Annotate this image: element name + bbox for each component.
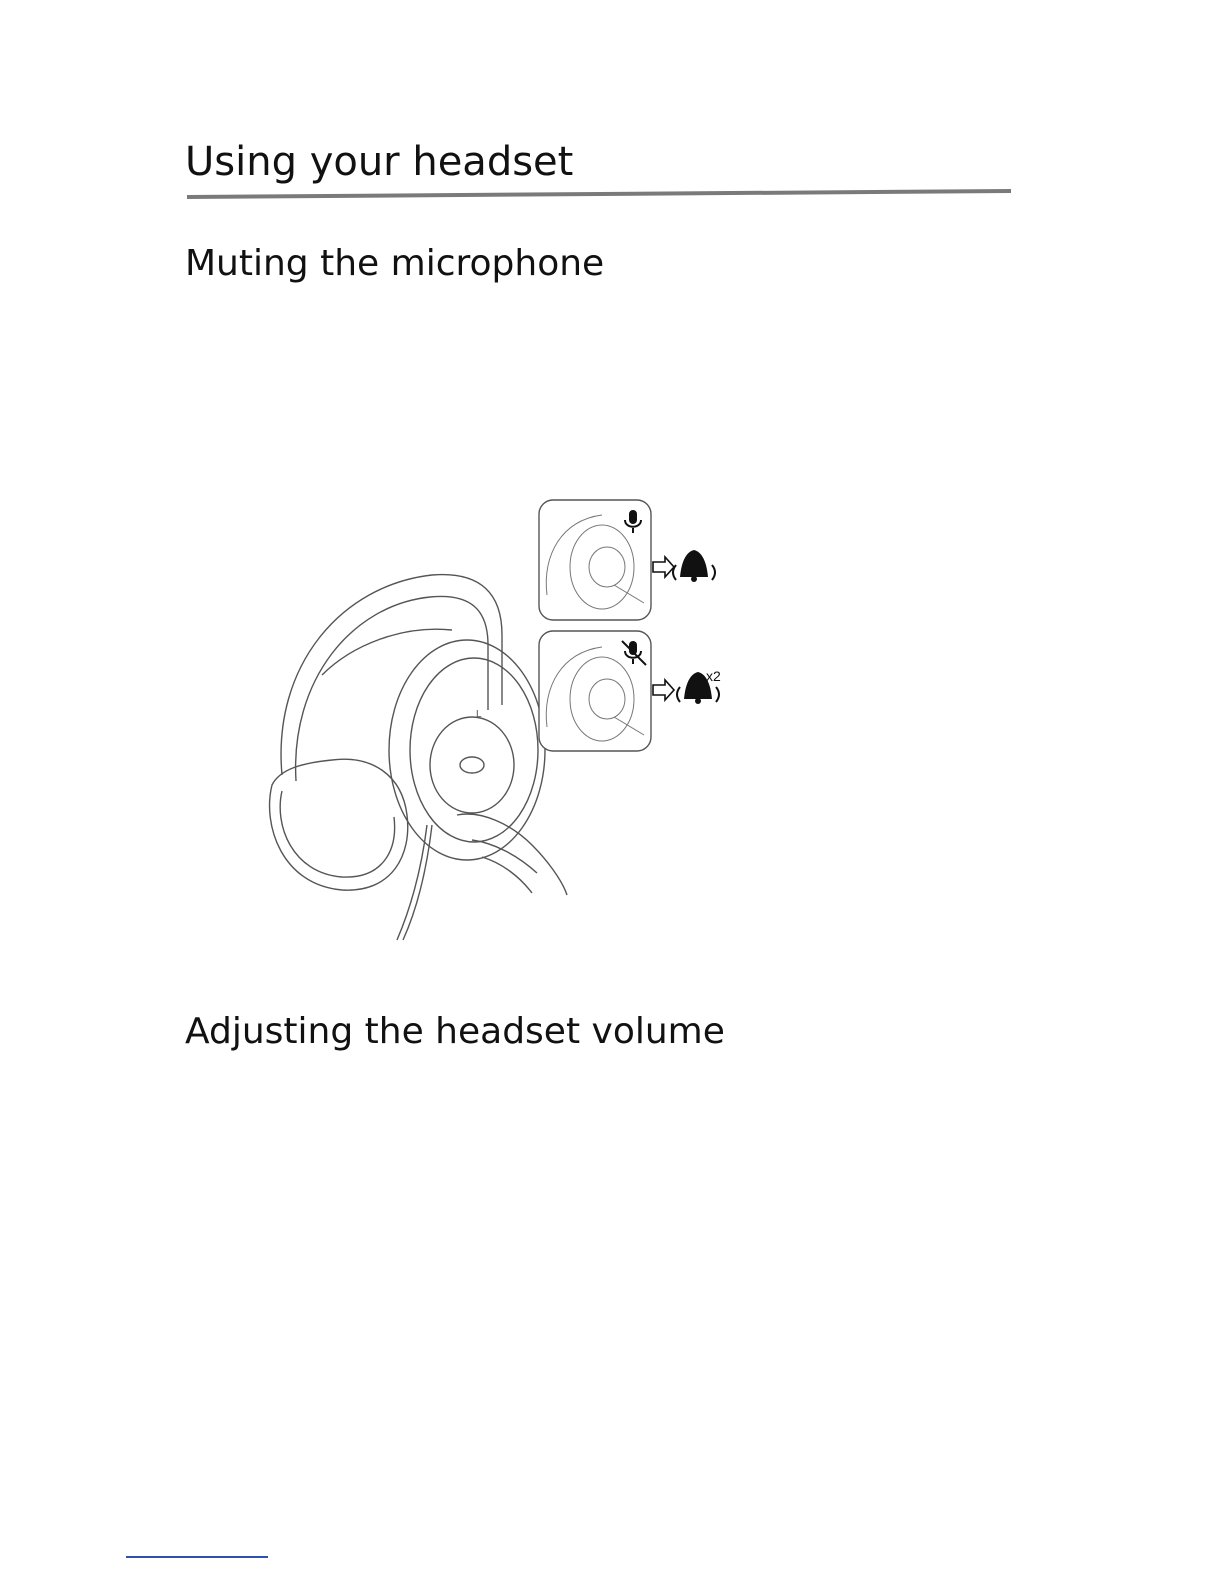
- footer-link-underline[interactable]: [126, 1556, 268, 1558]
- arrow-right-icon: [653, 557, 674, 577]
- title-divider: [187, 187, 1011, 199]
- section-title-muting: Muting the microphone: [185, 243, 605, 284]
- bell-ring-icon: [673, 550, 715, 582]
- bell-ring-icon: [677, 668, 721, 704]
- section-title-volume: Adjusting the headset volume: [185, 1011, 725, 1052]
- page-title: Using your headset: [185, 139, 574, 185]
- arrow-right-icon: [653, 680, 674, 700]
- repeat-label: x2: [706, 668, 721, 684]
- svg-text:L: L: [476, 709, 482, 720]
- headset-illustration: [262, 495, 732, 945]
